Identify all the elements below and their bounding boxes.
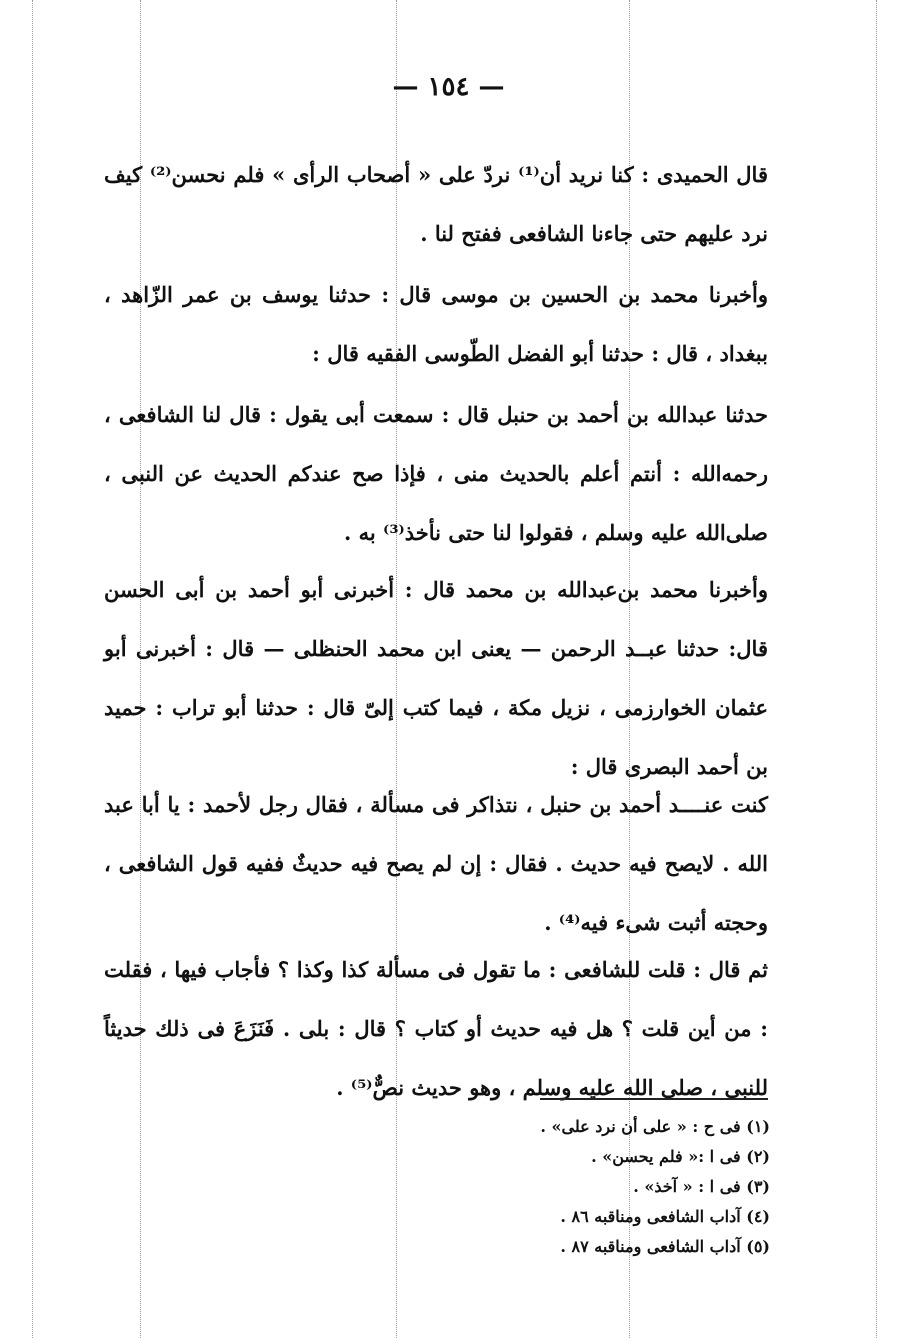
paragraph: وأخبرنا محمد بن الحسين بن موسى قال : حدثنا يوسف بن عمر الزّاهد ، ببغداد ، قال : حدثنا أبو الفضل الطّوسى الفقيه قال : [104,282,768,366]
paragraph: كنت عنــــد أحمد بن حنبل ، نتذاكر فى مسألة ، فقال رجل لأحمد : يا أبا عبد الله . لايصح فيه حديث . فقال : إن لم يصح فيه حديثٌ ففيه قول الشافعى ، وحجته أثبت شىء فيه⁽⁴⁾ . [104,792,768,935]
footnote: (٤) آداب الشافعى ومناقبه ٨٦ . [560,1207,770,1226]
footnote: (٣) فى ا : « آخذ» . [633,1177,770,1196]
footnote-divider [540,1098,768,1100]
footnotes [380,1112,770,1262]
footnote: (١) فى ح : « على أن نرد على» . [540,1117,770,1136]
scan-border-left [32,0,33,1338]
scan-border-right [876,0,877,1338]
footnote: (٥) آداب الشافعى ومناقبه ٨٧ . [560,1237,770,1256]
paragraph: قال الحميدى : كنا نريد أن⁽¹⁾ نردّ على « أصحاب الرأى » فلم نحسن⁽²⁾ كيف نرد عليهم حتى جاءنا الشافعى ففتح لنا . [104,162,768,246]
footnote: (٢) فى ا :« فلم يحسن» . [591,1147,770,1166]
paragraph: ثم قال : قلت للشافعى : ما تقول فى مسألة كذا وكذا ؟ فأجاب فيها ، فقلت : من أين قلت ؟ هل فيه حديث أو كتاب ؟ قال : بلى . فَنَزَعَ فى ذلك حديثاً للنبى ، صلى الله عليه وسلم ، وهو حديث نصٌّ⁽⁵⁾ . [104,957,768,1100]
page-number: — ١٥٤ — [392,72,505,102]
paragraph: وأخبرنا محمد بن‌عبدالله بن محمد قال : أخبرنى أبو أحمد بن أبى الحسن قال: حدثنا عبــد الرحمن — يعنى ابن محمد الحنظلى — قال : أخبرنى أبو عثمان الخوارزمى ، نزيل مكة ، فيما كتب إلىّ قال : حدثنا أبو تراب : حميد بن أحمد البصرى قال : [104,577,768,779]
paragraph: حدثنا عبدالله بن أحمد بن حنبل قال : سمعت أبى يقول : قال لنا الشافعى ، رحمه‌الله : أنتم أعلم بالحديث منى ، فإذا صح عندكم الحديث عن النبى ، صلى‌الله عليه وسلم ، فقولوا لنا حتى نأخذ⁽³⁾ به . [104,402,768,545]
